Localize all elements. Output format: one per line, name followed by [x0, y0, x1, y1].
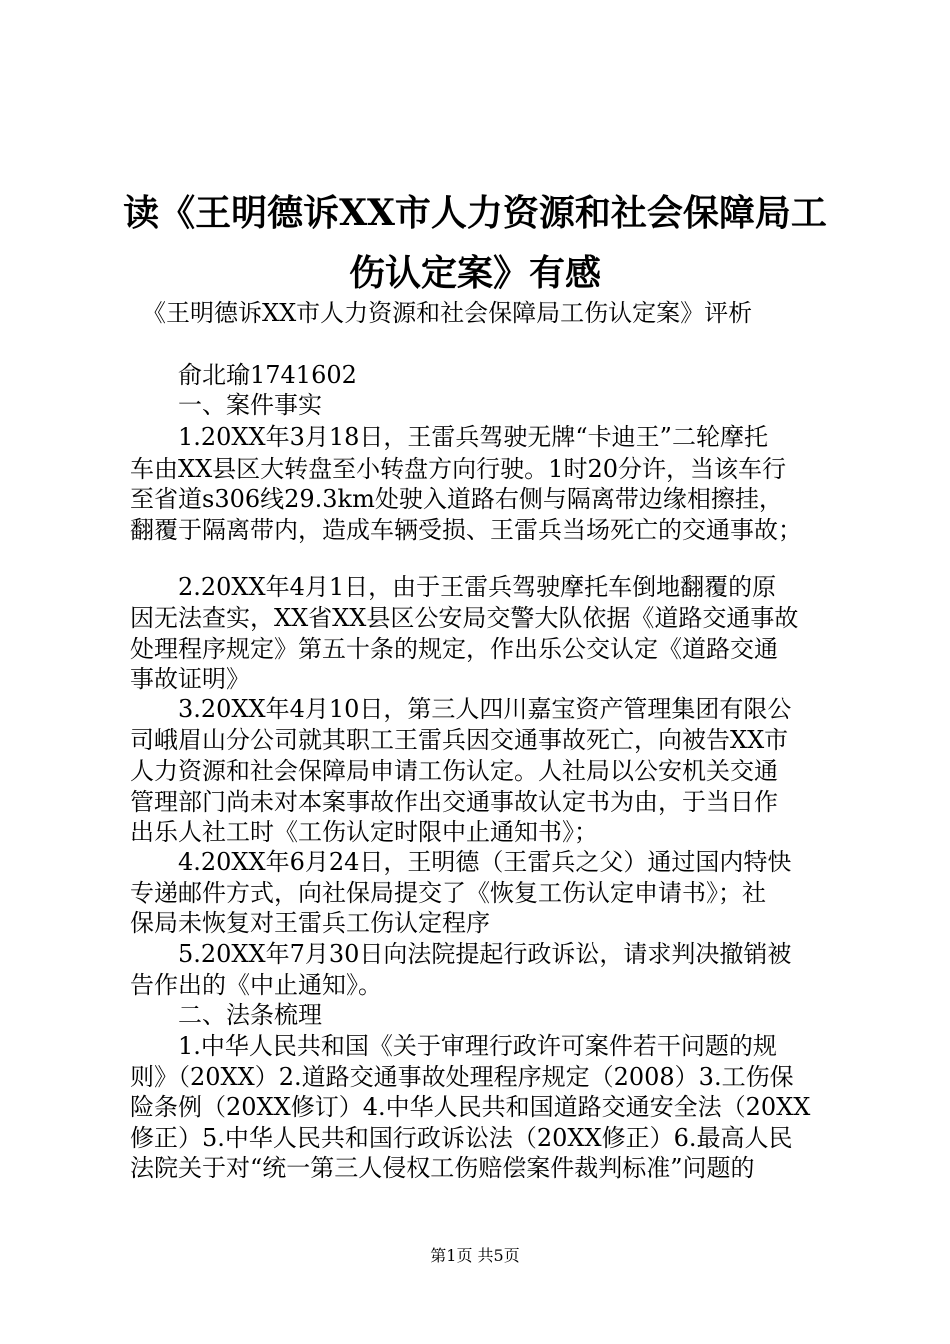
- body-line: 出乐人社工时《工伤认定时限中止通知书》；: [130, 818, 598, 846]
- body-line: 人力资源和社会保障局申请工伤认定。人社局以公安机关交通: [130, 757, 778, 785]
- document-title-line-2: 伤认定案》有感: [348, 252, 601, 294]
- body-line: 法院关于对“统一第三人侵权工伤赔偿案件裁判标准”问题的: [130, 1154, 755, 1182]
- section-heading-laws: 二、法条梳理: [130, 1001, 322, 1029]
- body-line: 2.20XX年4月1日，由于王雷兵驾驶摩托车倒地翻覆的原: [130, 573, 777, 601]
- body-line: 专递邮件方式，向社保局提交了《恢复工伤认定申请书》；社: [130, 879, 766, 907]
- body-line: 修正）5.中华人民共和国行政诉讼法（20XX修正）6.最高人民: [130, 1124, 793, 1152]
- document-title-line-1: 读《王明德诉XX市人力资源和社会保障局工: [123, 192, 827, 234]
- subtitle-line: 《王明德诉XX市人力资源和社会保障局工伤认定案》评析: [130, 299, 753, 327]
- body-line: 险条例（20XX修订）4.中华人民共和国道路交通安全法（20XX: [130, 1093, 811, 1121]
- body-line: 5.20XX年7月30日向法院提起行政诉讼，请求判决撤销被: [130, 940, 792, 968]
- body-line: 1.20XX年3月18日，王雷兵驾驶无牌“卡迪王”二轮摩托: [130, 423, 768, 451]
- body-line: 因无法查实，XX省XX县区公安局交警大队依据《道路交通事故: [130, 604, 799, 632]
- body-line: 告作出的《中止通知》。: [130, 971, 382, 999]
- body-line: 事故证明》: [130, 665, 250, 693]
- body-line: 处理程序规定》第五十条的规定，作出乐公交认定《道路交通: [130, 635, 778, 663]
- body-line: 4.20XX年6月24日，王明德（王雷兵之父）通过国内特快: [130, 848, 792, 876]
- body-line: 则》（20XX）2.道路交通事故处理程序规定（2008）3.工伤保: [130, 1063, 794, 1091]
- body-line: 管理部门尚未对本案事故作出交通事故认定书为由，于当日作: [130, 788, 778, 816]
- section-heading-facts: 一、案件事实: [130, 391, 322, 419]
- body-line: 至省道s306线29.3km处驶入道路右侧与隔离带边缘相擦挂，: [130, 485, 783, 513]
- body-line: 司峨眉山分公司就其职工王雷兵因交通事故死亡，向被告XX市: [130, 726, 789, 754]
- page-footer: 第1页 共5页: [430, 1246, 520, 1265]
- body-line: 1.中华人民共和国《关于审理行政许可案件若干问题的规: [130, 1032, 777, 1060]
- body-line: 翻覆于隔离带内，造成车辆受损、王雷兵当场死亡的交通事故；: [130, 516, 802, 544]
- body-line: 保局未恢复对王雷兵工伤认定程序: [130, 909, 490, 937]
- body-line: 车由XX县区大转盘至小转盘方向行驶。1时20分许，当该车行: [130, 455, 786, 483]
- author-line: 俞北瑜1741602: [130, 361, 357, 389]
- body-line: 3.20XX年4月10日，第三人四川嘉宝资产管理集团有限公: [130, 695, 792, 723]
